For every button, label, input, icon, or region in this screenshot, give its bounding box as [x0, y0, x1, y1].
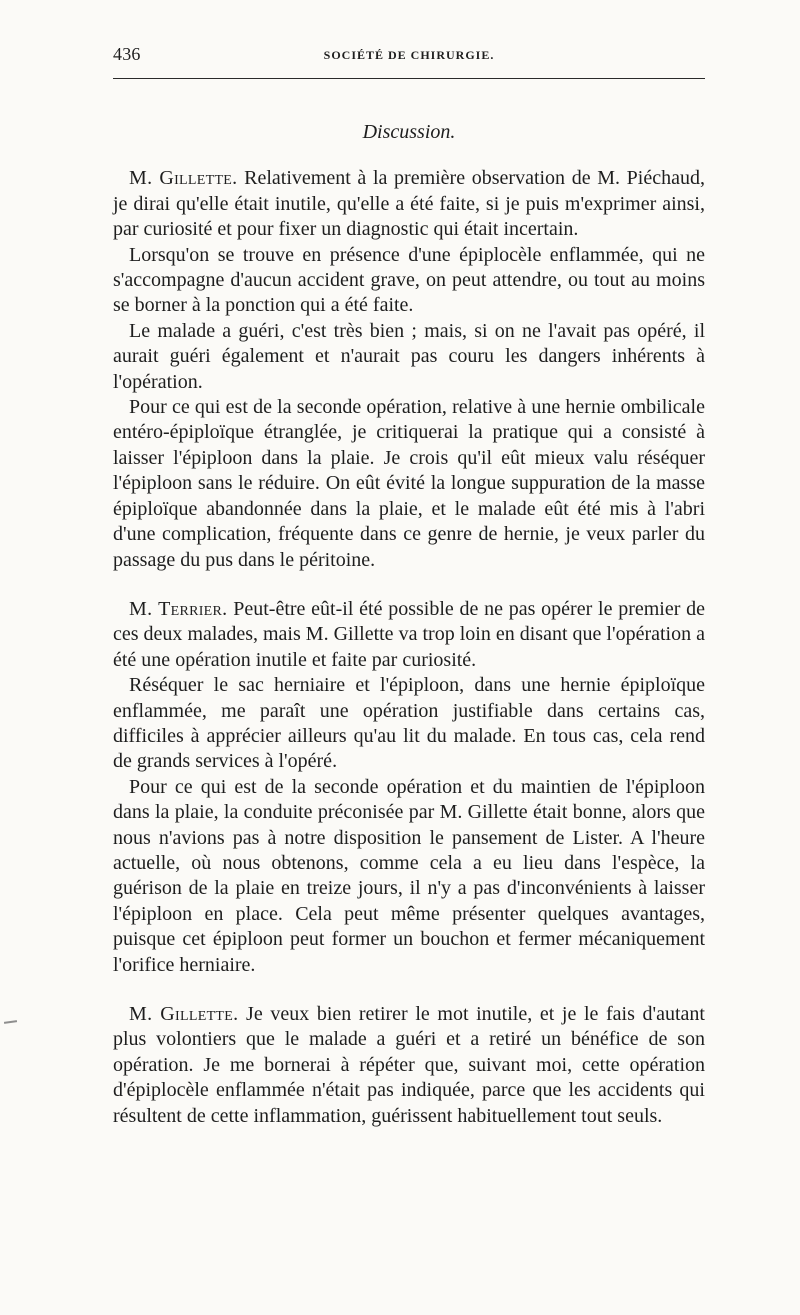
paragraph-terrier	[113, 597, 705, 673]
paragraph-gillette-2	[113, 1002, 705, 1129]
page-number: 436	[113, 44, 141, 64]
paragraph-epiplocele	[113, 243, 705, 319]
paragraph-text: Réséquer le sac herniaire et l'épiploon, dans une hernie épiploïque enflammée, me paraît une opération justifiable dans certains cas, difficiles à apprécier ailleurs qu'au lit du malade. En tous cas, cela rend de grands services à l'opéré.	[113, 674, 705, 773]
running-head: SOCIÉTÉ DE CHIRURGIE.	[323, 48, 495, 62]
paragraph-text: Pour ce qui est de la seconde opération et du maintien de l'épiploon dans la plaie, la conduite préconisée par M. Gillette était bonne, alors que nous n'avions pas à notre disposition le pansement de Lister. A l'heure actuelle, où nous obtenons, comme cela a eu lieu dans l'espèce, la guérison de la plaie en treize jours, il n'y a pas d'inconvénients à laisser l'épiploon en place. Cela peut même présenter quelques avantages, puisque cet épiploon peut former un bouchon et fermer mécaniquement l'orifice herniaire.	[113, 775, 705, 976]
paragraph-text: Je veux bien retirer le mot inutile, et je le fais d'autant plus volontiers que le malade a guéri et a retiré un bénéfice de son opération. Je me bornerai à répéter que, suivant moi, cette opération d'épiplocèle enflammée n'était pas indiquée, parce que les accidents qui résultent de cette inflammation, guérissent habituellement tout seuls.	[113, 1003, 705, 1127]
paragraph-reséquer	[113, 673, 705, 775]
paragraph-text: Lorsqu'on se trouve en présence d'une épiplocèle enflammée, qui ne s'accompagne d'aucun accident grave, on peut attendre, ou tout au moins se borner à la ponction qui a été faite.	[113, 243, 705, 317]
paragraph-text: Peut-être eût-il été possible de ne pas opérer le premier de ces deux malades, mais M. Gillette va trop loin en disant que l'opération a été une opération inutile et faite par curiosité.	[113, 597, 706, 671]
paragraph-malade-gueri	[113, 319, 705, 395]
speaker-name: M. Gillette.	[129, 167, 238, 190]
discussion-section	[113, 120, 705, 1129]
speaker-name: M. Terrier.	[129, 597, 228, 620]
paragraph-text: Pour ce qui est de la seconde opération, relative à une hernie ombilicale entéro-épiploïque étranglée, je critiquerai la pratique qui a consisté à laisser l'épiploon dans la plaie. Je crois qu'il eût mieux valu réséquer l'épiploon sans le réduire. On eût évité la longue suppuration de la masse épiploïque abandonnée dans la plaie, et le malade eût été mis à l'abri d'une complication, fréquente dans ce genre de hernie, je veux parler du passage du pus dans le péritoine.	[113, 396, 705, 571]
paragraph-gillette-1	[113, 166, 705, 242]
paragraph-text: Le malade a guéri, c'est très bien ; mais, si on ne l'avait pas opéré, il aurait guéri également et n'aurait pas couru les dangers inhérents à l'opération.	[113, 319, 705, 393]
header-rule	[113, 78, 705, 79]
margin-mark	[4, 1020, 17, 1024]
paragraph-seconde-operation	[113, 395, 705, 573]
paragraph-text: Relativement à la première observation de M. Piéchaud, je dirai qu'elle était inutile, qu'elle a été faite, si je puis m'exprimer ainsi, par curiosité et pour fixer un diagnostic qui était incertain.	[113, 167, 705, 241]
paragraph-maintien-epiploon	[113, 775, 705, 978]
page-header	[113, 44, 705, 74]
speaker-name: M. Gillette.	[129, 1003, 239, 1025]
section-title: Discussion.	[362, 121, 456, 143]
